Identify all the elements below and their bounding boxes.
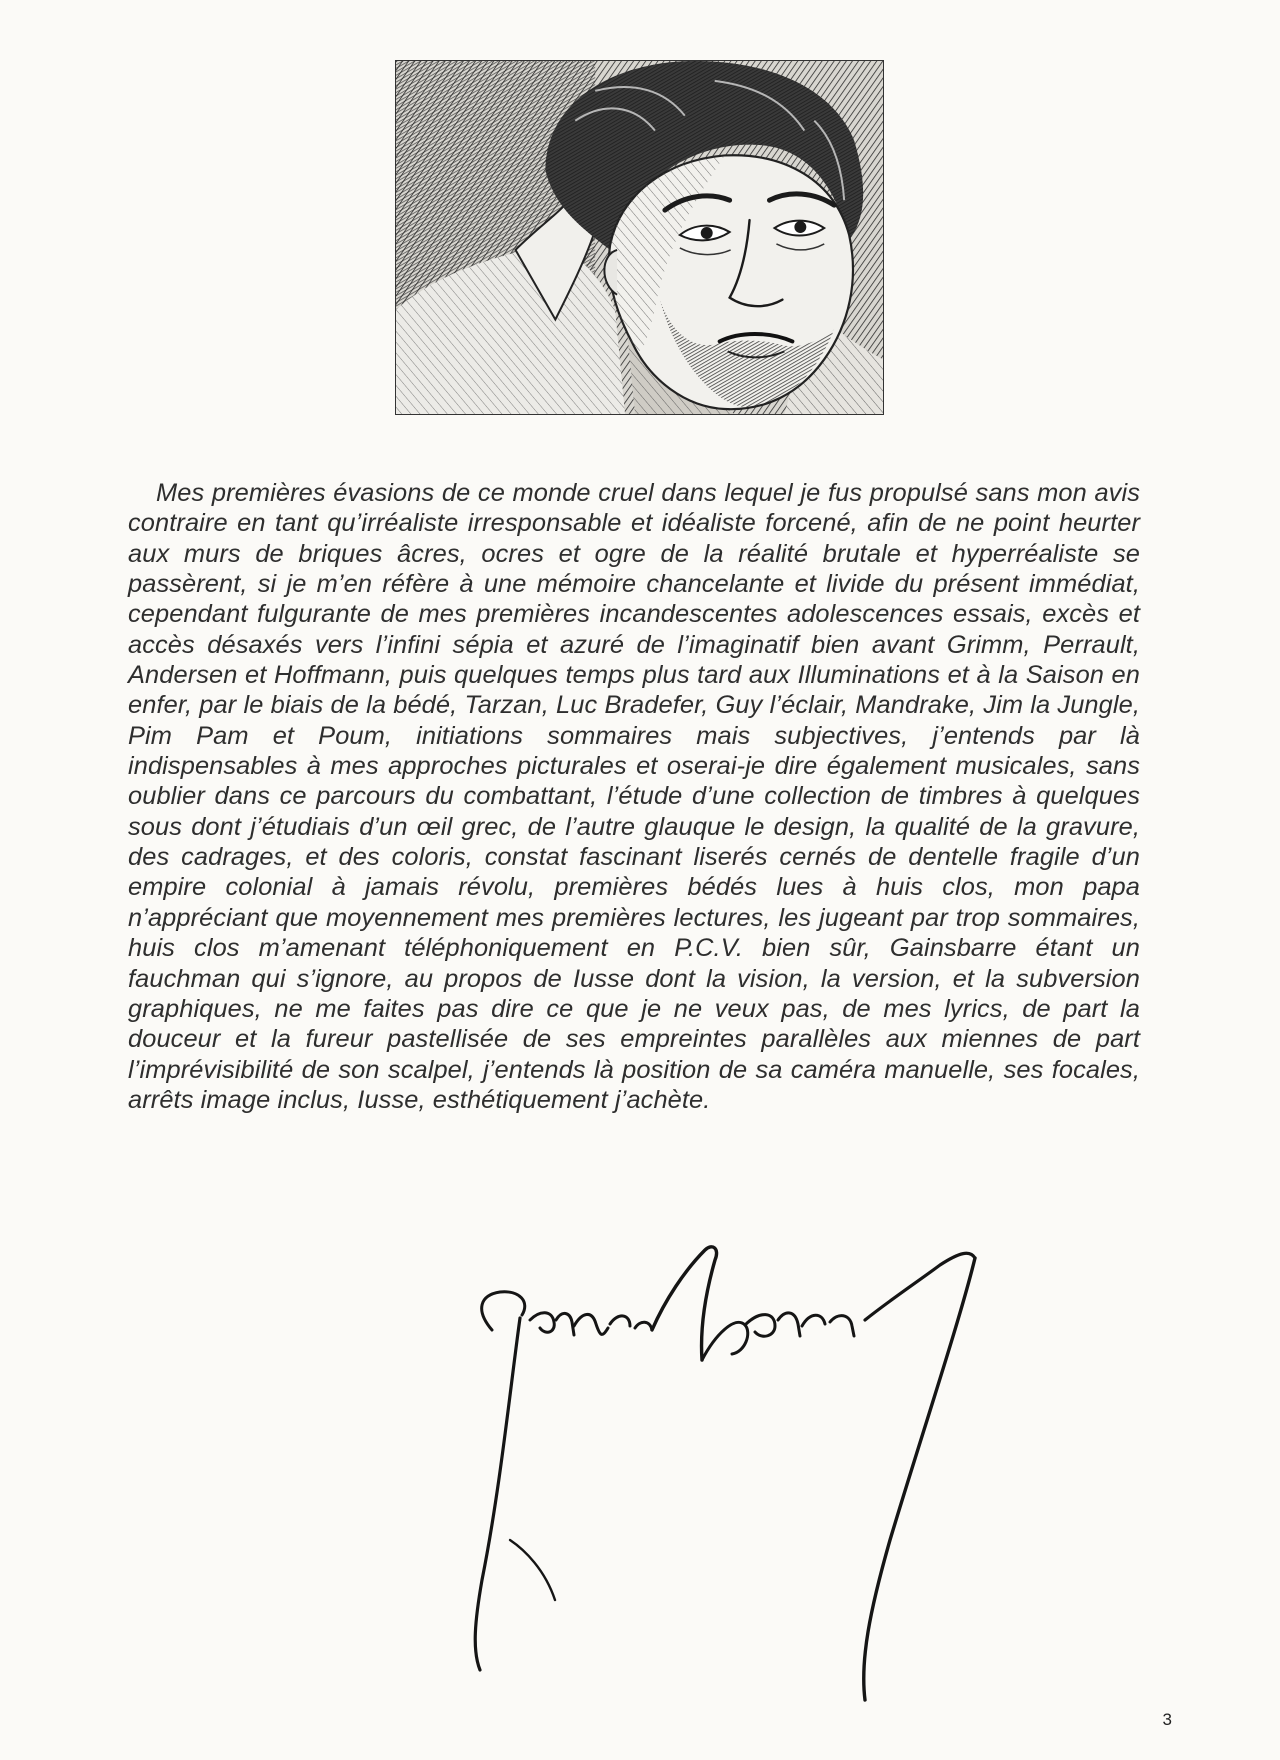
page-number: 3 — [1162, 1710, 1172, 1729]
signature-icon — [470, 1240, 1130, 1720]
signature — [470, 1240, 1130, 1720]
essay-paragraph: Mes premières évasions de ce monde cruel dans lequel je fus propulsé sans mon avis contraire en tant qu’irréaliste irresponsable et idéaliste forcené, afin de ne point heurter aux murs de briques âcres, ocres et ogre de la réalité brutale et hyperréaliste se passèrent, si je m’en réfère à une mémoire chancelante et livide du présent immédiat, cependant fulgurante de mes premières incandescentes adolescences essais, excès et accès désaxés vers l’infini sépia et azuré de l’imaginatif bien avant Grimm, Perrault, Andersen et Hoffmann, puis quelques temps plus tard aux Illuminations et à la Saison en enfer, par le biais de la bédé, Tarzan, Luc Bradefer, Guy l’éclair, Mandrake, Jim la Jungle, Pim Pam et Poum, initiations sommaires mais subjectives, j’entends par là indispensables à mes approches picturales et oserai-je dire également musicales, sans oublier dans ce parcours du combattant, l’étude d’une collection de timbres à quelques sous dont j’étudiais d’un œil grec, de l’autre glauque le design, la qualité de la gravure, des cadrages, et des coloris, constat fascinant liserés cernés de dentelle fragile d’un empire colonial à jamais révolu, premières bédés lues à huis clos, mon papa n’appréciant que moyennement mes premières lectures, les jugeant par trop sommaires, huis clos m’amenant téléphoniquement en P.C.V. bien sûr, Gainsbarre étant un fauchman qui s’ignore, au propos de Iusse dont la vision, la version, et la subversion graphiques, ne me faites pas dire ce que je ne veux pas, de mes lyrics, de part la douceur et la fureur pastellisée de ses empreintes parallèles aux miennes de part l’imprévisibilité de son scalpel, j’entends là position de sa caméra manuelle, ses focales, arrêts image inclus, Iusse, esthétiquement j’achète. — [128, 479, 1140, 1114]
portrait-illustration — [395, 60, 884, 415]
portrait-icon — [396, 61, 883, 414]
